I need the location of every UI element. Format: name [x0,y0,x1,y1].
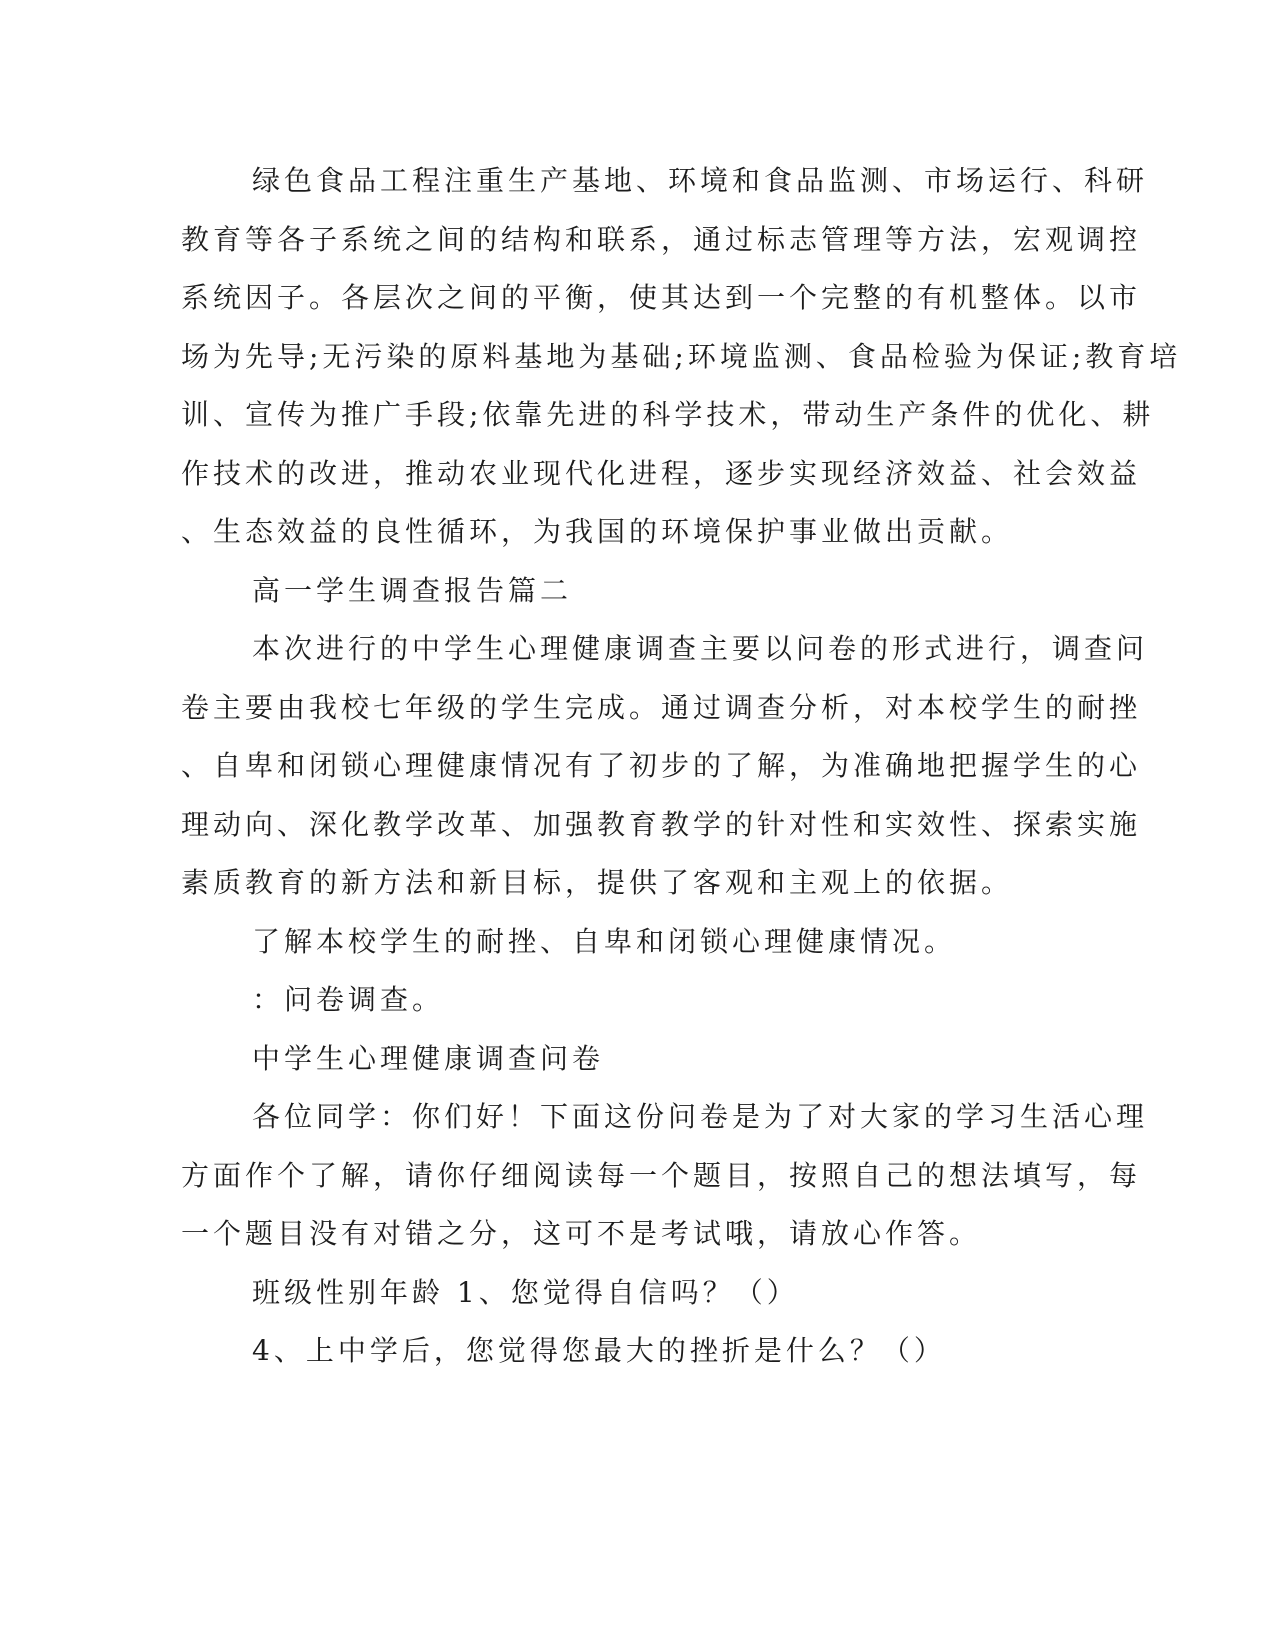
questionnaire-title: 中学生心理健康调查问卷 [252,1042,605,1075]
paragraph-2-line-5: 素质教育的新方法和新目标，提供了客观和主观上的依据。 [181,866,1014,899]
paragraph-1-line-2: 教育等各子系统之间的结构和联系，通过标志管理等方法，宏观调控 [181,223,1142,256]
paragraph-1-line-5: 训、宣传为推广手段;依靠先进的科学技术，带动生产条件的优化、耕 [181,398,1155,431]
question-1-line: 班级性别年龄 1、您觉得自信吗？（） [252,1276,799,1309]
paragraph-1-line-6: 作技术的改进，推动农业现代化进程，逐步实现经济效益、社会效益 [181,457,1142,490]
paragraph-2-line-2: 卷主要由我校七年级的学生完成。通过调查分析，对本校学生的耐挫 [181,691,1142,724]
method-line: ：问卷调查。 [252,983,445,1016]
paragraph-1-line-3: 系统因子。各层次之间的平衡，使其达到一个完整的有机整体。以市 [181,281,1142,314]
paragraph-1-line-1: 绿色食品工程注重生产基地、环境和食品监测、市场运行、科研 [252,164,1149,197]
paragraph-3-line-1: 各位同学：你们好！下面这份问卷是为了对大家的学习生活心理 [252,1100,1149,1133]
paragraph-2-line-4: 理动向、深化教学改革、加强教育教学的针对性和实效性、探索实施 [181,808,1142,841]
paragraph-1-line-7: 、生态效益的良性循环，为我国的环境保护事业做出贡献。 [181,515,1014,548]
paragraph-2-line-3: 、自卑和闭锁心理健康情况有了初步的了解，为准确地把握学生的心 [181,749,1142,782]
section-heading: 高一学生调查报告篇二 [252,574,573,607]
paragraph-1-line-4: 场为先导;无污染的原料基地为基础;环境监测、食品检验为保证;教育培 [181,340,1182,373]
paragraph-3-line-2: 方面作个了解，请你仔细阅读每一个题目，按照自己的想法填写，每 [181,1159,1142,1192]
paragraph-2-line-1: 本次进行的中学生心理健康调查主要以问卷的形式进行，调查问 [252,632,1149,665]
paragraph-3-line-3: 一个题目没有对错之分，这可不是考试哦，请放心作答。 [181,1217,982,1250]
purpose-line: 了解本校学生的耐挫、自卑和闭锁心理健康情况。 [252,925,957,958]
question-4-line: 4、上中学后，您觉得您最大的挫折是什么？（） [252,1334,946,1367]
